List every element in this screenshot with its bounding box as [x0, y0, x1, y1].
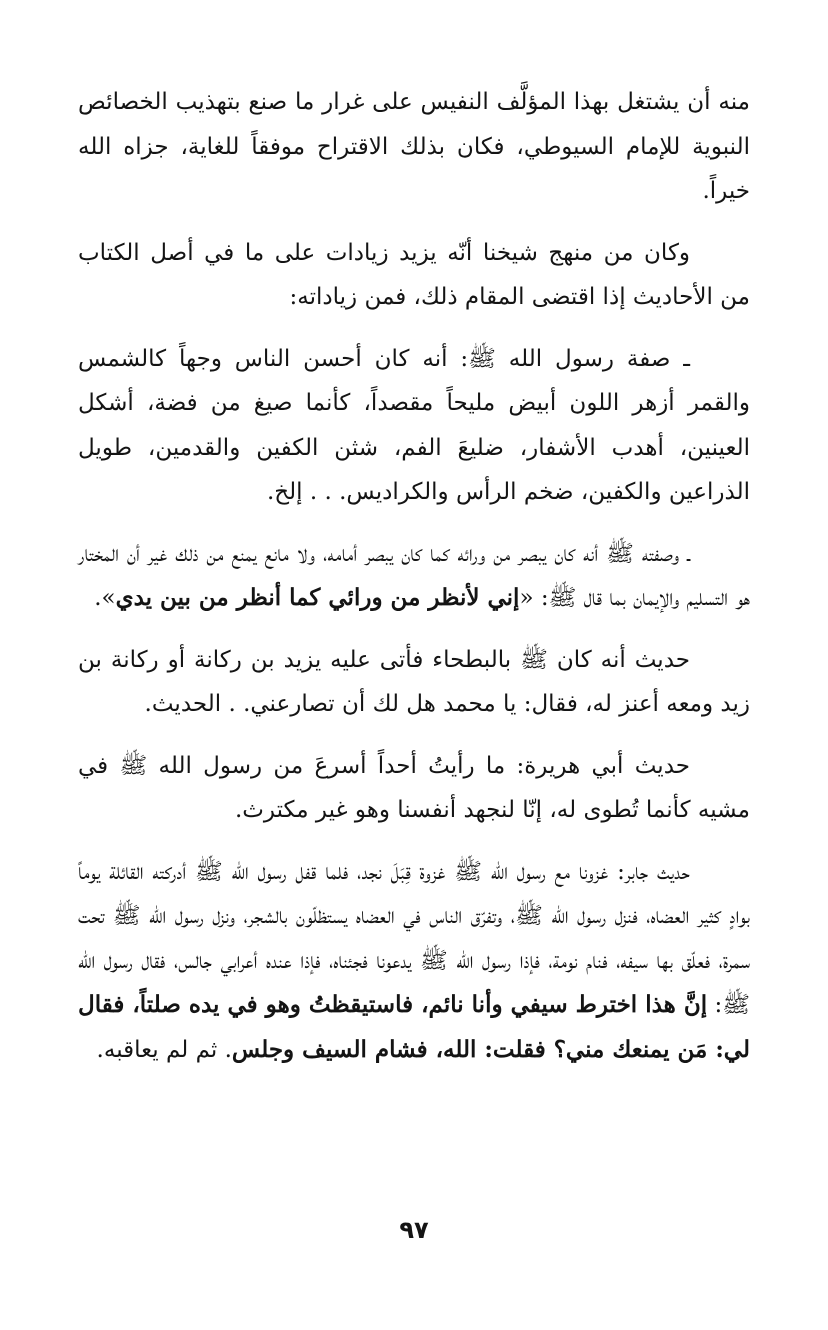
body-text [78, 80, 750, 1072]
paragraph-5-text: حديث أنه كان ﷺ بالبطحاء فأتى عليه يزيد بن ركانة أو ركانة بن زيد ومعه أعنز له، فقال: يا محمد هل لك أن تصارعني. . الحديث. [78, 646, 750, 717]
paragraph-7-hadith-quote: إنَّ هذا اخترط سيفي وأنا نائم، فاستيقظتُ وهو في يده صلتاً، فقال لي: مَن يمنعك مني؟ فقلت: الله، فشام السيف وجلس [78, 991, 750, 1063]
paragraph-7 [78, 850, 750, 1073]
paragraph-6-text: حديث أبي هريرة: ما رأيتُ أحداً أسرعَ من رسول الله ﷺ في مشيه كأنما تُطوى له، إنّا لنجهد أنفسنا وهو غير مكترث. [78, 752, 750, 823]
paragraph-3-text: ـ صفة رسول الله ﷺ: أنه كان أحسن الناس وجهاً كالشمس والقمر أزهر اللون أبيض مليحاً مقصداً، كأنما صيغ من فضة، أشكل العينين، أهدب الأشفار، ضليعَ الفم، شثن الكفين والقدمين، طويل الذراعين والكفين، ضخم الرأس والكراديس. . . إلخ. [78, 345, 750, 505]
paragraph-4-hadith-quote: إني لأنظر من ورائي كما أنظر من بين يدي [115, 584, 520, 611]
paragraph-5 [78, 638, 750, 727]
paragraph-7-text: حديث جابر: غزونا مع رسول الله ﷺ غزوة قِبَلَ نجد، فلما قفل رسول الله ﷺ أدركته القائلة يوماً بوادٍ كثير العضاه، فنزل رسول الله ﷺ، وتفرّق الناس في العضاه يستظلّون بالشجر، ونزل رسول الله ﷺ تحت سمرة، فعلّق بها سيفه، فنام نومة، فإذا رسول الله ﷺ يدعونا فجئناه، فإذا عنده أعرابي جالس، فقال رسول الله ﷺ: [78, 858, 750, 1018]
paragraph-4-tail: ». [94, 585, 116, 611]
paragraph-3 [78, 337, 750, 515]
paragraph-1-text: منه أن يشتغل بهذا المؤلَّف النفيس على غرار ما صنع بتهذيب الخصائص النبوية للإمام السيوطي، فكان بذلك الاقتراح موفقاً للغاية، جزاه الله خيراً. [78, 89, 750, 204]
paragraph-2-text: وكان من منهج شيخنا أنّه يزيد زيادات على ما في أصل الكتاب من الأحاديث إذا اقتضى المقام ذلك، فمن زياداته: [78, 239, 750, 310]
paragraph-4 [78, 532, 750, 621]
paragraph-6 [78, 744, 750, 833]
paragraph-7-tail: . ثم لم يعاقبه. [96, 1036, 232, 1063]
paragraph-2 [78, 231, 750, 320]
paragraph-4-text: ـ وصفته ﷺ أنه كان يبصر من ورائه كما كان يبصر أمامه، ولا مانع يمنع من ذلك غير أن المختار هو التسليم والإيمان بما قال ﷺ: « [78, 540, 750, 611]
paragraph-1 [78, 80, 750, 214]
page-number: ٩٧ [399, 1216, 429, 1244]
